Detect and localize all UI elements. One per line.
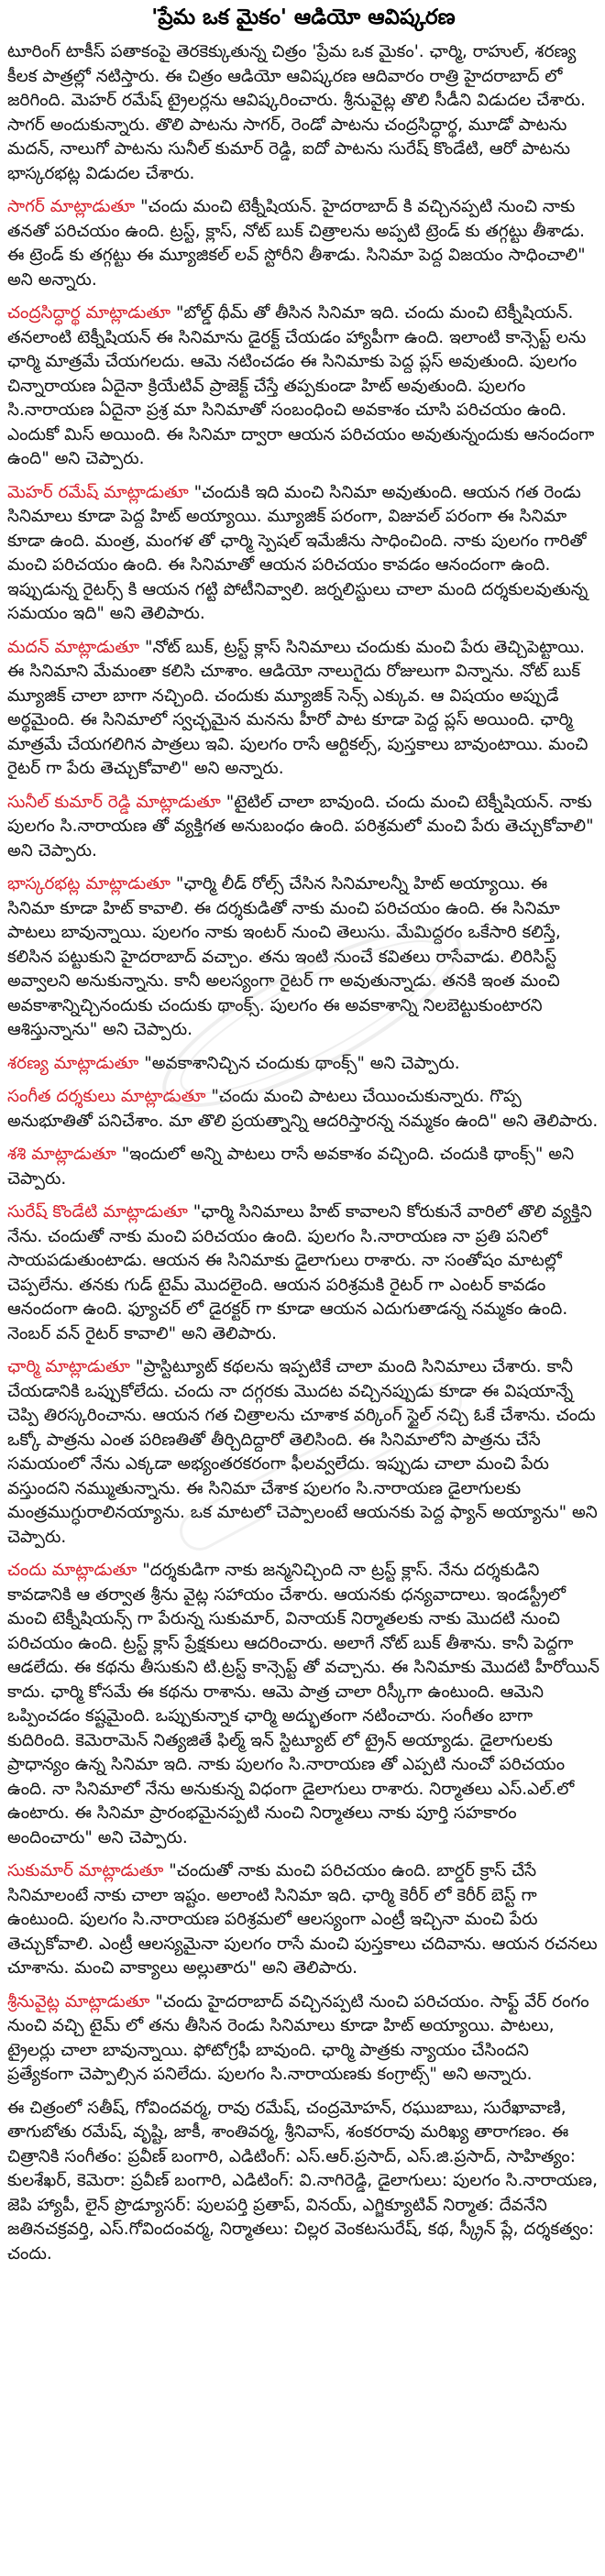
speaker-name: సాగర్ మాట్లాడుతూ [7, 197, 136, 216]
speaker-name: మెహర్ రమేష్ మాట్లాడుతూ [7, 482, 189, 502]
speaker-paragraph [7, 1990, 600, 2088]
speaker-paragraph [7, 195, 600, 292]
speaker-quote: "దర్శకుడిగా నాకు జన్మనిచ్చింది నా ట్రస్ట్ క్లాస్. నేను దర్శకుడిని కావడానికి ఆ తర్వాత శ్రీను వైట్ల సహాయం చేశారు. ఆయనకు ధన్యవాదాలు. ఇండస్ట్రీలో మంచి టెక్నీషియన్స్ గా పేరున్న సుకుమార్, వినాయక్ నిర్మాతలకు నాకు మొదటి నుంచి పరిచయం ఉంది. ట్రస్ట్ క్లాస్ ప్రేక్షకులు ఆదరించారు. అలాగే నోట్ బుక్ తీశాను. కానీ పెద్దగా ఆడలేదు. ఈ కథను తీసుకుని టి.ట్రస్ట్ కాన్సెప్ట్ తో వచ్చాను. ఈ సినిమాకు మొదటి హీరోయిన్ కాదు. ఛార్మి కోసమే ఈ కథను రాశాను. ఆమె పాత్ర చాలా రిస్కీగా ఉంటుంది. ఆమెని ఒప్పించడం కష్టమైంది. ఒప్పుకున్నాక ఛార్మి అద్భుతంగా నటించారు. సంగీతం బాగా కుదిరింది. కెమెరామెన్ నిత్యజితే ఫిల్మ్ ఇన్ స్టిట్యూట్ లో ట్రైన్ అయ్యాడు. డైలాగులకు ప్రాధాన్యం ఉన్న సినిమా ఇది. నాకు పులగం సి.నారాయణ తో ఎప్పటి నుంచో పరిచయం ఉంది. నా సినిమాలో నేను అనుకున్న విధంగా డైలాగులు రాశారు. నిర్మాతలు ఎస్.ఎల్.లో ఉంటారు. ఈ సినిమా ప్రారంభమైనప్పటి నుంచి నిర్మాతలు నాకు పూర్తి సహకారం అందించారు" అని చెప్పారు. [7, 1561, 600, 1847]
intro-paragraph: టూరింగ్ టాకీస్ పతాకంపై తెరకెక్కుతున్న చిత్రం 'ప్రేమ ఒక మైకం'. ఛార్మి, రాహుల్, శరణ్య కీలక పాత్రల్లో నటిస్తారు. ఈ చిత్రం ఆడియో ఆవిష్కరణ ఆదివారం రాత్రి హైదరాబాద్ లో జరిగింది. మెహర్ రమేష్ ట్రైలర్లను ఆవిష్కరించారు. శ్రీనువైట్ల తొలి సీడీని విడుదల చేశారు. సాగర్ అందుకున్నారు. తొలి పాటను సాగర్, రెండో పాటను చంద్రసిద్ధార్థ, మూడో పాటను మదన్, నాలుగో పాటను సునీల్ కుమార్ రెడ్డి, ఐదో పాటను సురేష్ కొండేటి, ఆరో పాటను భాస్కరభట్ల విడుదల చేశారు. [7, 42, 586, 183]
speaker-paragraph [7, 1355, 600, 1550]
speaker-quote: "ఛార్మి లీడ్ రోల్స్ చేసిన సినిమాలన్నీ హిట్ అయ్యాయి. ఈ సినిమా కూడా హిట్ కావాలి. ఈ దర్శకుడితో నాకు మంచి పరిచయం ఉంది. ఈ సినిమా పాటలు బావున్నాయి. పులగం నాకు ఇంటర్ నుంచి తెలుసు. మేమిద్దరం ఒకేసారి కలిస్తే, కలిసిన పట్టుకుని హైదరాబాద్ వచ్చాం. తను ఇంటి నుంచే కవితలు రాసేవాడు. లిరిసిస్ట్ అవ్వాలని అనుకున్నాను. కానీ అలస్యంగా రైటర్ గా అవుతున్నాడు. తనకి ఇంత మంచి అవకాశాన్నిచ్చినందుకు చందుకు థాంక్స్. పులగం ఈ అవకాశాన్ని నిలబెట్టుకుంటారని ఆశిస్తున్నాను" అని చెప్పారు. [7, 874, 561, 1039]
speaker-name: శ్రీనువైట్ల మాట్లాడుతూ [7, 1991, 150, 2011]
speaker-paragraph [7, 636, 600, 782]
speaker-quote: "చందు మంచి పాటలు చేయించుకున్నారు. గొప్ప అనుభూతితో పనిచేశాం. మా తొలి ప్రయత్నాన్ని ఆదరిస్తారన్న నమ్మకం ఉంది" అని తెలిపారు. [7, 1087, 599, 1131]
speaker-name: సుకుమార్ మాట్లాడుతూ [7, 1861, 164, 1880]
speaker-name: సునీల్ కుమార్ రెడ్డి మాట్లాడుతూ [7, 792, 221, 812]
speaker-name: చంద్రసిద్ధార్థ మాట్లాడుతూ [7, 303, 171, 323]
speaker-quote: "ఇందులో అన్ని పాటలు రాసే అవకాశం వచ్చింది. చందుకి థాంక్స్" అని చెప్పారు. [7, 1145, 575, 1189]
speaker-quote: "బోల్డ్ థీమ్ తో తీసిన సినిమా ఇది. చందు మంచి టెక్నీషియన్. తనలాంటి టెక్నీషియన్ ఈ సినిమాను డైరక్ట్ చేయడం హ్యాపీగా ఉంది. ఇలాంటి కాన్సెప్ట్ లను ఛార్మి మాత్రమే చేయగలదు. ఆమె నటించడం ఈ సినిమాకు పెద్ద ప్లస్ అవుతుంది. పులగం చిన్నారాయణ ఏదైనా క్రియేటివ్ ప్రాజెక్ట్ చేస్తే తప్పకుండా హిట్ అవుతుంది. పులగం సి.నారాయణ ఏదైనా ప్రశ్ర మా సినిమాతో సంబంధించి అవకాశం చూసి పరిచయం ఉంది. ఎందుకో మిస్ అయింది. ఈ సినిమా ద్వారా ఆయన పరిచయం అవుతున్నందుకు ఆనందంగా ఉంది" అని చెప్పారు. [7, 303, 595, 468]
speaker-quote: "టైటిల్ చాలా బావుంది. చందు మంచి టెక్నీషియన్. నాకు పులగం సి.నారాయణ తో వ్యక్తిగత అనుబంధం ఉంది. పరిశ్రమలో మంచి పేరు తెచ్చుకోవాలి" అని చెప్పారు. [7, 792, 594, 860]
speaker-paragraph [7, 1052, 600, 1077]
speaker-paragraph [7, 1085, 600, 1134]
speaker-quote: "చందుకి ఇది మంచి సినిమా అవుతుంది. ఆయన గత రెండు సినిమాలు కూడా పెద్ద హిట్ అయ్యాయి. మ్యూజిక్ పరంగా, విజువల్ పరంగా ఈ సినిమా కూడా ఉంది. మంత్ర, మంగళ తో ఛార్మి స్పెషల్ ఇమేజీను సాధించింది. నాకు పులగం గారితో మంచి పరిచయం ఉంది. ఈ సినిమాతో ఆయన పరిచయం కావడం ఆనందంగా ఉంది. ఇప్పుడున్న రైటర్స్ కి ఆయన గట్టి పోటీనివ్వాలి. జర్నలిస్టులు చాలా మంది దర్శకులవుతున్న సమయం ఇది" అని తెలిపారు. [7, 482, 588, 623]
speaker-quote: "చందు హైదరాబాద్ వచ్చినప్పటి నుంచి పరిచయం. సాఫ్ట్ వేర్ రంగం నుంచి వచ్చి టైమ్ లో తను తీసిన రెండు సినిమాలు కూడా హిట్ అయ్యాయి. పాటలు, ట్రైలర్లు చాలా బావున్నాయి. ఫోటోగ్రఫీ బావుంది. ఛార్మి పాత్రకు న్యాయం చేసిందని ప్రత్యేకంగా చెప్పాల్సిన పనిలేదు. పులగం సి.నారాయణకు కంగ్రాట్స్" అని అన్నారు. [7, 1991, 589, 2084]
speaker-paragraph [7, 791, 600, 864]
speaker-paragraphs [7, 195, 600, 2088]
speaker-paragraph [7, 301, 600, 472]
speaker-name: శశి మాట్లాడుతూ [7, 1145, 116, 1164]
speaker-quote: "నోట్ బుక్, ట్రస్ట్ క్లాస్ సినిమాలు చందుకు మంచి పేరు తెచ్చిపెట్టాయి. ఈ సినిమాని మేమంతా కలిసి చూశాం. ఆడియో నాలుగైదు రోజులుగా విన్నాను. నోట్ బుక్ మ్యూజిక్ చాలా బాగా నచ్చింది. చందుకు మ్యూజిక్ సెన్స్ ఎక్కువ. ఆ విషయం అప్పుడే అర్థమైంది. ఈ సినిమాలో స్వచ్ఛమైన మనను హీరో పాట కూడా పెద్ద ప్లస్ అయింది. ఛార్మి మాత్రమే చేయగలిగిన పాత్రలు ఇవి. పులగం రాసే ఆర్టికల్స్, పుస్తకాలు బావుంటాయి. మంచి రైటర్ గా పేరు తెచ్చుకోవాలి" అని అన్నారు. [7, 637, 588, 778]
speaker-name: సంగీత దర్శకులు మాట్లాడుతూ [7, 1087, 206, 1106]
speaker-name: మదన్ మాట్లాడుతూ [7, 637, 140, 657]
speaker-paragraph [7, 1559, 600, 1850]
speaker-paragraph [7, 481, 600, 627]
speaker-name: సురేష్ కొండేటి మాట్లాడుతూ [7, 1202, 188, 1222]
cast-credits-paragraph: ఈ చిత్రంలో సతీష్, గోవిందవర్మ, రావు రమేష్, చంద్రమోహన్, రఘుబాబు, సురేఖావాణి, తాగుబోతు రమేష్, వృష్టి, జాకీ, శాంతివర్మ, శ్రీనివాస్, శంకరరావు మరిఖ్య తారాగణం. ఈ చిత్రానికి సంగీతం: ప్రవీణ్ బంగారి, ఎడిటింగ్: ఎస్.ఆర్.ప్రసాద్, ఎస్.జి.ప్రసాద్, సాహిత్యం: కులశేఖర్, కెమెరా: ప్రవీణ్ బంగారి, ఎడిటింగ్: వి.నాగిరెడ్డి, డైలాగులు: పులగం సి.నారాయణ, జెపి హ్యాపీ, లైన్ ప్రొడ్యూసర్: పులపర్తి ప్రతాప్, వినయ్, ఎగ్జిక్యూటివ్ నిర్మాత: దేవనేని జతినచక్రవర్తి, ఎస్.గోవిందంవర్మ, నిర్మాతలు: చిల్లర వెంకటసురేష్, కథ, స్క్రీన్ ప్లే, దర్శకత్వం: చందు. [7, 2098, 598, 2264]
speaker-paragraph [7, 1200, 600, 1346]
speaker-paragraph [7, 1859, 600, 1981]
speaker-quote: "ఛార్మి సినిమాలు హిట్ కావాలని కోరుకునే వారిలో తొలి వ్యక్తిని నేను. చందుతో నాకు మంచి పరిచయం ఉంది. పులగం సి.నారాయణ నా ప్రతి పనిలో సాయపడుతుంటాడు. ఆయన ఈ సినిమాకు డైలాగులు రాశారు. నా సంతోషం మాటల్లో చెప్పలేను. తనకు గుడ్ టైమ్ మొదలైంది. ఆయన పరిశ్రమకి రైటర్ గా ఎంటర్ కావడం ఆనందంగా ఉంది. ఫ్యూచర్ లో డైరక్టర్ గా కూడా ఆయన ఎదుగుతాడన్న నమ్మకం ఉంది. నెంబర్ వన్ రైటర్ కావాలి" అని తెలిపారు. [7, 1202, 592, 1343]
speaker-quote: "ప్రాస్టిట్యూట్ కథలను ఇప్పటికే చాలా మంది సినిమాలు చేశారు. కానీ చేయడానికి ఒప్పుకోలేదు. చందు నా దగ్గరకు మొదట వచ్చినప్పుడు కూడా ఈ విషయాన్నే చెప్పి తిరస్కరించాను. ఆయన గత చిత్రాలను చూశాక వర్కింగ్ స్టైల్ నచ్చి ఓకే చేశాను. చందు ఒక్కో పాత్రను ఎంత పరిణతితో తీర్చిదిద్దారో తెలిసింది. ఈ సినిమాలోని పాత్రను చేసే సమయంలో నేను ఎక్కడా అభ్యంతరకరంగా ఫీలవ్వలేదు. ఇప్పుడు చాలా మంచి పేరు వస్తుందని నమ్ముతున్నాను. ఈ సినిమా చేశాక పులగం సి.నారాయణ డైలాగులకు మంత్రముగ్ధురాలినయ్యాను. ఒక మాటలో చెప్పాలంటే ఆయనకు పెద్ద ఫ్యాన్ అయ్యాను" అని చెప్పారు. [7, 1357, 598, 1547]
speaker-paragraph [7, 1143, 600, 1191]
speaker-name: భాస్కరభట్ల మాట్లాడుతూ [7, 874, 171, 893]
speaker-quote: "చందు మంచి టెక్నీషియన్. హైదరాబాద్ కి వచ్చినప్పటి నుంచి నాకు తనతో పరిచయం ఉంది. ట్రస్ట్, క్లాస్, నోట్ బుక్ చిత్రాలను అప్పటి ట్రెండ్ కు తగ్గట్టు తీశాడు. ఈ ట్రెండ్ కు తగ్గట్టు ఈ మ్యూజికల్ లవ్ స్టోరీని తీశాడు. సినిమా పెద్ద విజయం సాధించాలి" అని అన్నారు. [7, 197, 586, 290]
article-title: 'ప్రేమ ఒక మైకం' ఆడియో ఆవిష్కరణ [151, 5, 456, 29]
speaker-name: చందు మాట్లాడుతూ [7, 1561, 138, 1580]
speaker-name: ఛార్మి మాట్లాడుతూ [7, 1357, 130, 1376]
speaker-quote: "అవకాశానిచ్చిన చందుకు థాంక్స్" అని చెప్పారు. [138, 1053, 460, 1073]
speaker-name: శరణ్య మాట్లాడుతూ [7, 1053, 139, 1073]
speaker-paragraph [7, 872, 600, 1043]
speaker-quote: "చందుతో నాకు మంచి పరిచయం ఉంది. బార్డర్ క్రాస్ చేసే సినిమాలంటే నాకు చాలా ఇష్టం. అలాంటి సినిమా ఇది. ఛార్మి కెరీర్ లో కెరీర్ బెస్ట్ గా ఉంటుంది. పులగం సి.నారాయణ పరిశ్రమలో ఆలస్యంగా ఎంట్రీ ఇచ్చినా మంచి పేరు తెచ్చుకోవాలి. ఎంట్రీ ఆలస్యమైనా పులగం రాసే మంచి పుస్తకాలు చదివాను. ఆయన రచనలు చూశాను. మంచి వాక్యాలు అల్లుతారు" అని తెలిపారు. [7, 1861, 598, 1978]
